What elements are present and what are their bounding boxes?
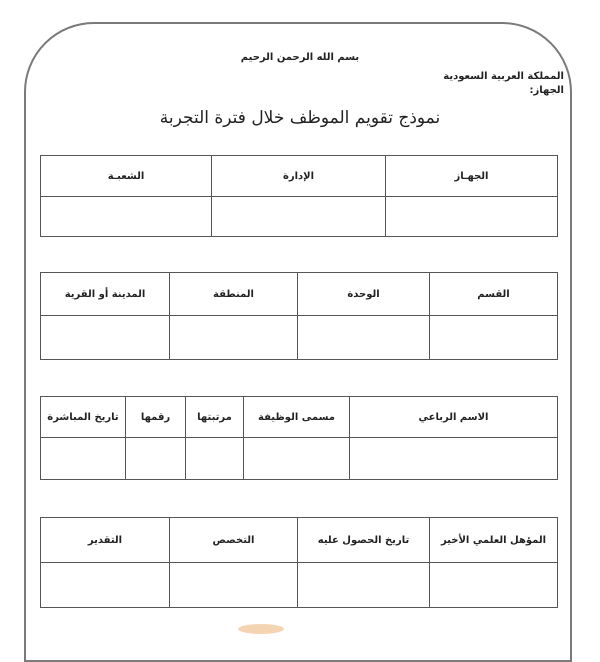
table-header-row bbox=[41, 518, 558, 563]
form-title: نموذج تقويم الموظف خلال فترة التجربة bbox=[159, 108, 441, 128]
input-cell-full-name[interactable] bbox=[350, 438, 558, 480]
agency-table bbox=[40, 155, 558, 237]
header-cell-section: القسم bbox=[430, 273, 558, 316]
input-cell-city[interactable] bbox=[41, 316, 170, 360]
input-cell-department[interactable] bbox=[212, 197, 386, 237]
header-cell-region: المنطقة bbox=[170, 273, 298, 316]
header-cell-specialization: التخصص bbox=[170, 518, 298, 563]
qualification-table bbox=[40, 517, 558, 608]
header-cell-grade-rating: التقدير bbox=[41, 518, 170, 563]
input-cell-obtained-date[interactable] bbox=[298, 563, 430, 608]
input-cell-qualification[interactable] bbox=[430, 563, 558, 608]
location-table bbox=[40, 272, 558, 360]
input-cell-grade[interactable] bbox=[186, 438, 244, 480]
header-cell-obtained-date: تاريخ الحصول عليه bbox=[298, 518, 430, 563]
header-cell-department: الإدارة bbox=[212, 156, 386, 197]
header-cell-unit: الوحدة bbox=[298, 273, 430, 316]
header-cell-city: المدينة أو القرية bbox=[41, 273, 170, 316]
header-cell-job-title: مسمى الوظيفة bbox=[244, 397, 350, 438]
ink-mark bbox=[238, 624, 284, 634]
input-cell-division[interactable] bbox=[41, 197, 212, 237]
header-info bbox=[443, 70, 564, 98]
basmala: بسم الله الرحمن الرحيم bbox=[240, 52, 360, 63]
agency-label: الجهاز: bbox=[529, 85, 564, 96]
header-cell-agency: الجهـاز bbox=[386, 156, 558, 197]
header-cell-division: الشعبـة bbox=[41, 156, 212, 197]
input-cell-section[interactable] bbox=[430, 316, 558, 360]
input-cell-grade-rating[interactable] bbox=[41, 563, 170, 608]
header-cell-full-name: الاسم الرباعي bbox=[350, 397, 558, 438]
input-cell-region[interactable] bbox=[170, 316, 298, 360]
kingdom-label: المملكة العربية السعودية bbox=[443, 71, 564, 82]
table-header-row bbox=[41, 273, 558, 316]
table-header-row bbox=[41, 156, 558, 197]
header-cell-number: رقمها bbox=[126, 397, 186, 438]
input-cell-agency[interactable] bbox=[386, 197, 558, 237]
header-cell-start-date: تاريخ المباشرة bbox=[41, 397, 126, 438]
input-cell-number[interactable] bbox=[126, 438, 186, 480]
table-input-row bbox=[41, 438, 558, 480]
employee-table bbox=[40, 396, 558, 480]
header-cell-qualification: المؤهل العلمي الأخير bbox=[430, 518, 558, 563]
header-cell-grade: مرتبتها bbox=[186, 397, 244, 438]
table-input-row bbox=[41, 197, 558, 237]
input-cell-start-date[interactable] bbox=[41, 438, 126, 480]
input-cell-specialization[interactable] bbox=[170, 563, 298, 608]
table-input-row bbox=[41, 563, 558, 608]
input-cell-job-title[interactable] bbox=[244, 438, 350, 480]
table-input-row bbox=[41, 316, 558, 360]
input-cell-unit[interactable] bbox=[298, 316, 430, 360]
table-header-row bbox=[41, 397, 558, 438]
